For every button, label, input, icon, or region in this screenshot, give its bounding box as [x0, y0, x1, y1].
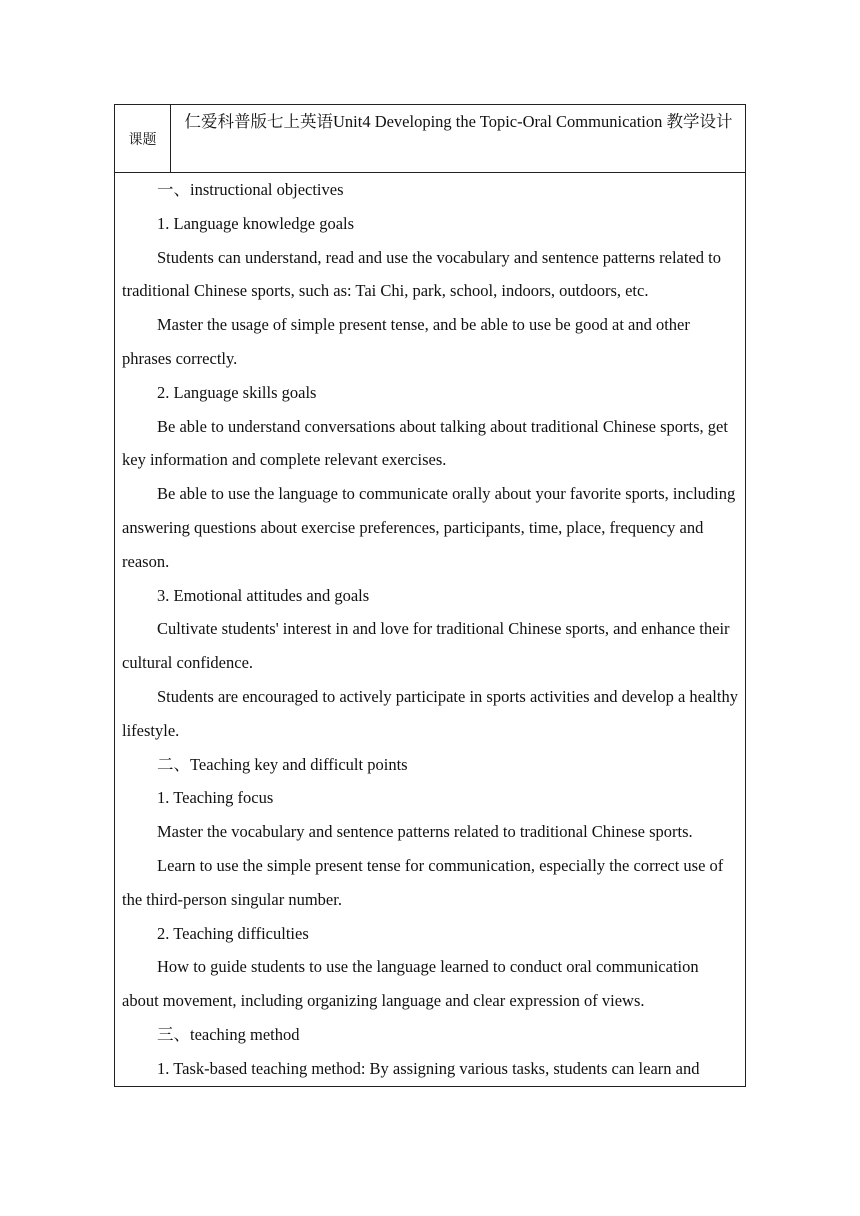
- paragraph: Students are encouraged to actively participate in sports activities and develop a healthy lifestyle.: [122, 686, 738, 740]
- section-heading-objectives: 一、instructional objectives: [157, 180, 344, 199]
- paragraph: 1. Task-based teaching method: By assigning various tasks, students can learn and: [157, 1058, 700, 1078]
- lesson-title: 仁爱科普版七上英语Unit4 Developing the Topic-Oral Communication 教学设计: [184, 112, 733, 131]
- lesson-content: [115, 173, 745, 1086]
- paragraph: Be able to understand conversations about talking about traditional Chinese sports, get key information and complete relevant exercises.: [122, 416, 728, 470]
- subheading-teaching-difficulties: 2. Teaching difficulties: [157, 923, 309, 943]
- section-heading-key-points: 二、Teaching key and difficult points: [157, 754, 408, 774]
- title-row: [115, 105, 745, 173]
- paragraph: Be able to use the language to communicate orally about your favorite sports, including answering questions about exercise preferences, participants, time, place, frequency and reason.: [122, 484, 736, 571]
- topic-label: 课题: [115, 105, 171, 172]
- lesson-plan-table: [114, 104, 746, 1087]
- subheading-teaching-focus: 1. Teaching focus: [157, 788, 274, 808]
- paragraph: Cultivate students' interest in and love for traditional Chinese sports, and enhance their cultural confidence.: [122, 619, 730, 673]
- paragraph: Master the usage of simple present tense, and be able to use be good at and other phrases correctly.: [122, 315, 690, 368]
- subheading-knowledge-goals: 1. Language knowledge goals: [157, 213, 355, 233]
- section-heading-method: 三、teaching method: [157, 1024, 300, 1044]
- paragraph: How to guide students to use the language learned to conduct oral communication about movement, including organizing language and clear expression of views.: [122, 957, 699, 1011]
- subheading-skills-goals: 2. Language skills goals: [157, 382, 317, 402]
- paragraph: Students can understand, read and use the vocabulary and sentence patterns related to traditional Chinese sports, such as: Tai Chi, park, school, indoors, outdoors, etc.: [122, 247, 721, 301]
- subheading-emotional-goals: 3. Emotional attitudes and goals: [157, 585, 370, 605]
- paragraph: Master the vocabulary and sentence patterns related to traditional Chinese sports.: [157, 822, 693, 842]
- paragraph: Learn to use the simple present tense for communication, especially the correct use of the third-person singular number.: [122, 855, 724, 909]
